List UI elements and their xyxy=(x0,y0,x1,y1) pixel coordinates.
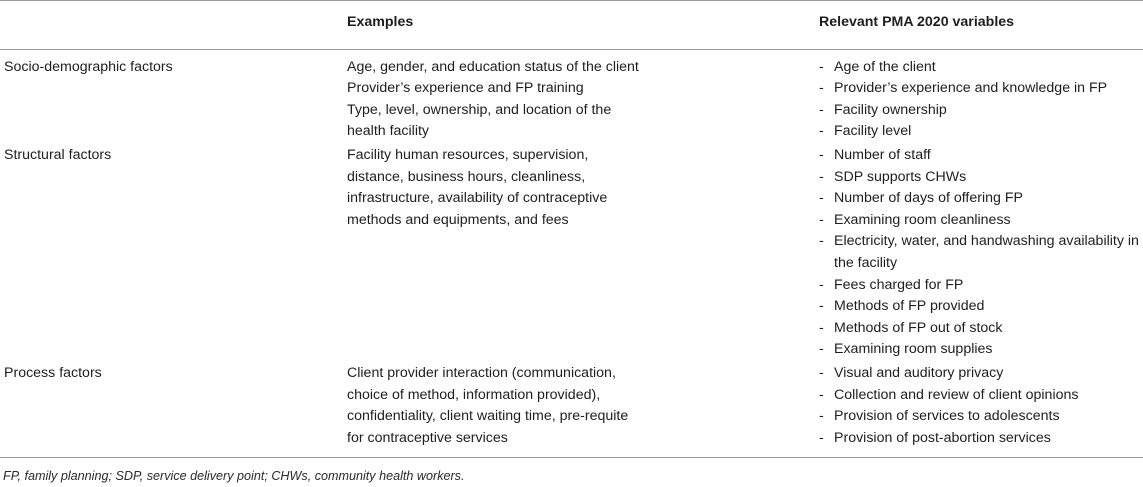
variable-item xyxy=(819,275,1143,297)
table-footnote: FP, family planning; SDP, service delivery point; CHWs, community health workers. xyxy=(3,469,465,483)
variable-item xyxy=(819,100,1143,122)
variable-item xyxy=(819,145,1143,167)
example-line: for contraceptive services xyxy=(347,429,508,446)
examples-cell xyxy=(347,49,819,145)
dash-bullet: - xyxy=(819,408,824,425)
variables-cell xyxy=(819,145,1143,363)
example-line: Type, level, ownership, and location of the xyxy=(347,101,612,118)
variable-text: Provision of post-abortion services xyxy=(834,429,1051,446)
dash-bullet: - xyxy=(819,298,824,315)
example-line: distance, business hours, cleanliness, xyxy=(347,168,586,185)
example-line: infrastructure, availability of contraceptive xyxy=(347,190,608,207)
variables-cell xyxy=(819,363,1143,458)
header-row xyxy=(0,1,1143,50)
variable-text: Fees charged for FP xyxy=(834,276,964,293)
example-line: health facility xyxy=(347,123,430,140)
example-line: Client provider interaction (communication, xyxy=(347,364,616,381)
variable-text: Methods of FP out of stock xyxy=(834,319,1003,336)
variable-text: Age of the client xyxy=(834,58,936,75)
variable-text: Examining room supplies xyxy=(834,341,993,358)
variable-text: Number of staff xyxy=(834,146,931,163)
example-line: Provider’s experience and FP training xyxy=(347,80,584,97)
variable-item xyxy=(819,318,1143,340)
variable-text: SDP supports CHWs xyxy=(834,168,967,185)
variable-text: Facility level xyxy=(834,123,912,140)
example-line: Facility human resources, supervision, xyxy=(347,146,589,163)
variable-item xyxy=(819,363,1143,385)
variable-item xyxy=(819,121,1143,143)
dash-bullet: - xyxy=(819,364,824,381)
variable-item xyxy=(819,385,1143,407)
variable-text: Methods of FP provided xyxy=(834,298,985,315)
variable-item xyxy=(819,210,1143,232)
dash-bullet: - xyxy=(819,276,824,293)
variable-item xyxy=(819,339,1143,361)
variable-item xyxy=(819,231,1143,274)
table-row xyxy=(0,49,1143,145)
variable-item xyxy=(819,296,1143,318)
variable-item xyxy=(819,78,1143,100)
factor-cell: Process factors xyxy=(0,363,347,458)
variable-text: Visual and auditory privacy xyxy=(834,364,1004,381)
factor-cell: Socio-demographic factors xyxy=(4,58,173,75)
dash-bullet: - xyxy=(819,123,824,140)
example-line: choice of method, information provided), xyxy=(347,386,601,403)
table-row xyxy=(0,363,1143,458)
factor-cell: Structural factors xyxy=(4,146,112,163)
dash-bullet: - xyxy=(819,386,824,403)
variable-text: Electricity, water, and handwashing availability in the facility xyxy=(834,233,1139,271)
dash-bullet: - xyxy=(819,80,824,97)
variables-list xyxy=(819,145,1143,361)
header-factor xyxy=(0,1,347,50)
variable-text: Provision of services to adolescents xyxy=(834,408,1060,425)
variable-text: Facility ownership xyxy=(834,101,947,118)
variable-item xyxy=(819,188,1143,210)
variable-text: Examining room cleanliness xyxy=(834,211,1011,228)
example-line: methods and equipments, and fees xyxy=(347,211,569,228)
dash-bullet: - xyxy=(819,146,824,163)
dash-bullet: - xyxy=(819,319,824,336)
examples-cell xyxy=(347,145,819,363)
variable-item xyxy=(819,57,1143,79)
variable-item xyxy=(819,167,1143,189)
dash-bullet: - xyxy=(819,429,824,446)
variable-text: Number of days of offering FP xyxy=(834,190,1023,207)
example-line: confidentiality, client waiting time, pre-requite xyxy=(347,408,629,425)
variable-text: Provider’s experience and knowledge in FP xyxy=(834,80,1108,97)
variables-list xyxy=(819,363,1143,449)
variable-item xyxy=(819,406,1143,428)
example-line: Age, gender, and education status of the client xyxy=(347,58,639,75)
table-row xyxy=(0,145,1143,363)
dash-bullet: - xyxy=(819,211,824,228)
variable-text: Collection and review of client opinions xyxy=(834,386,1079,403)
dash-bullet: - xyxy=(819,233,824,250)
variables-list xyxy=(819,57,1143,143)
variables-cell xyxy=(819,49,1143,145)
examples-cell xyxy=(347,363,819,458)
header-variables: Relevant PMA 2020 variables xyxy=(819,1,1143,50)
dash-bullet: - xyxy=(819,341,824,358)
dash-bullet: - xyxy=(819,101,824,118)
dash-bullet: - xyxy=(819,168,824,185)
dash-bullet: - xyxy=(819,190,824,207)
header-examples: Examples xyxy=(347,1,819,50)
variable-item xyxy=(819,428,1143,450)
dash-bullet: - xyxy=(819,58,824,75)
